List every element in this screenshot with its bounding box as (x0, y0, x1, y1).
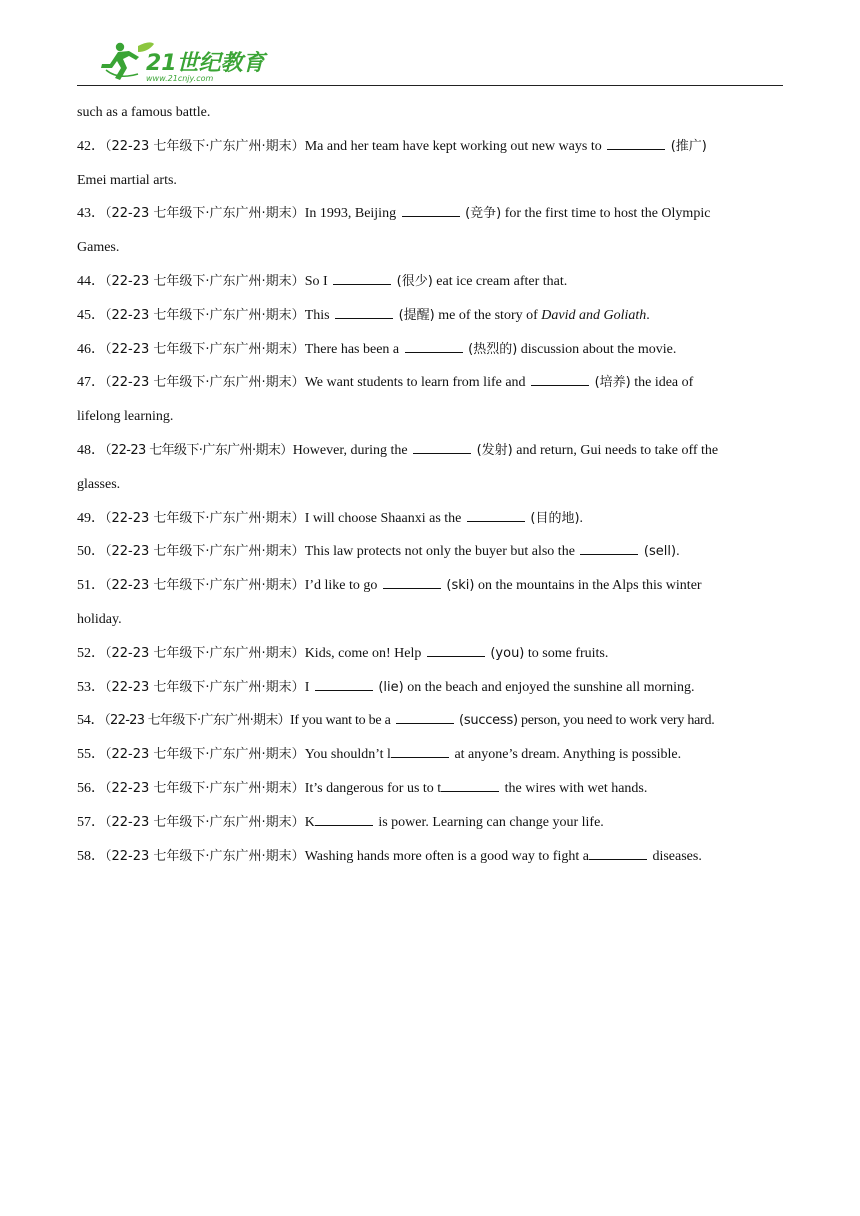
text-num: 48． (77, 442, 105, 458)
text-a: K (304, 814, 315, 830)
question-43-cont (77, 231, 785, 265)
header-rule (77, 85, 783, 86)
question-45 (77, 299, 785, 333)
question-51 (77, 569, 785, 603)
text-b: eat ice cream after that. (432, 273, 568, 289)
text-b: at anyone’s dream. Anything is possible. (454, 747, 682, 763)
text-cont: glasses. (77, 476, 121, 492)
question-list (77, 96, 785, 873)
page-header (0, 0, 860, 90)
answer-blank[interactable] (335, 306, 393, 319)
question-53 (77, 671, 785, 705)
text-num: 42． (77, 138, 105, 154)
answer-blank[interactable] (333, 272, 391, 285)
question-51-cont (77, 603, 785, 637)
text-cont: Emei martial arts. (77, 172, 177, 188)
source-tag: （22-23 七年级下·广东广州·期末） (105, 645, 305, 661)
answer-blank[interactable] (315, 813, 373, 826)
answer-blank[interactable] (531, 373, 589, 386)
answer-blank[interactable] (405, 340, 463, 353)
text-a: However, during the (292, 442, 412, 458)
text-num: 50． (77, 544, 105, 560)
text-a: I’d like to go (304, 578, 381, 594)
answer-blank[interactable] (315, 678, 373, 691)
question-50 (77, 535, 785, 569)
source-tag: （22-23 七年级下·广东广州·期末） (105, 307, 305, 323)
text-a: This (304, 307, 334, 323)
text-b: the wires with wet hands. (504, 780, 648, 796)
text-hint: (培养) (594, 375, 631, 391)
text-num: 52． (77, 645, 105, 661)
source-tag: （22-23 七年级下·广东广州·期末） (105, 679, 305, 695)
answer-blank[interactable] (391, 745, 449, 758)
source-tag: （22-23 七年级下·广东广州·期末） (105, 138, 305, 154)
text-b: for the first time to host the Olympic (501, 206, 711, 222)
answer-blank[interactable] (607, 137, 665, 150)
text-hint: (很少) (396, 273, 433, 289)
logo (98, 40, 268, 84)
text-a: If you want to be a (289, 713, 394, 729)
question-46 (77, 333, 785, 367)
source-tag: （22-23 七年级下·广东广州·期末） (105, 375, 305, 391)
answer-blank[interactable] (396, 711, 454, 724)
answer-blank[interactable] (413, 441, 471, 454)
text-b: on the mountains in the Alps this winter (474, 578, 702, 594)
text-cont: lifelong learning. (77, 409, 174, 425)
text-b: . (579, 510, 584, 526)
question-44 (77, 265, 785, 299)
source-tag: （22-23 七年级下·广东广州·期末） (105, 544, 305, 560)
source-tag: （22-23 七年级下·广东广州·期末） (105, 273, 305, 289)
text-num: 56． (77, 780, 105, 796)
text-cont: holiday. (77, 611, 122, 627)
text-hint: (sell) (643, 544, 677, 560)
text-num: 47． (77, 375, 105, 391)
text-b: person, you need to work very hard. (517, 713, 715, 729)
question-58 (77, 840, 785, 874)
question-47-cont (77, 400, 785, 434)
text-num: 55． (77, 747, 105, 763)
source-tag: （22-23 七年级下·广东广州·期末） (105, 341, 305, 357)
text-num: 44． (77, 273, 105, 289)
question-49 (77, 502, 785, 536)
text-hint: (success) (459, 713, 518, 729)
question-54 (77, 704, 785, 738)
logo-url: www.21cnjy.com (146, 74, 214, 83)
source-tag: （22-23 七年级下·广东广州·期末） (105, 578, 305, 594)
answer-blank[interactable] (441, 779, 499, 792)
answer-blank[interactable] (427, 644, 485, 657)
answer-blank[interactable] (580, 542, 638, 555)
text-b: discussion about the movie. (517, 341, 677, 357)
text-num: 58． (77, 848, 105, 864)
text-b: is power. Learning can change your life. (378, 814, 604, 830)
text-num: 45． (77, 307, 105, 323)
question-42 (77, 130, 785, 164)
text-hint: (推广) (670, 138, 707, 154)
text-hint: (lie) (378, 679, 404, 695)
text-a: So I (304, 273, 332, 289)
text-hint: (竞争) (465, 206, 502, 222)
text-hint: (发射) (476, 442, 513, 458)
text-b: on the beach and enjoyed the sunshine all morning. (403, 679, 695, 695)
question-43 (77, 197, 785, 231)
text-a: You shouldn’t l (304, 747, 391, 763)
source-tag: （22-23 七年级下·广东广州·期末） (105, 510, 305, 526)
source-tag: （22-23 七年级下·广东广州·期末） (105, 848, 305, 864)
text-b: the idea of (630, 375, 694, 391)
text-num: 46． (77, 341, 105, 357)
text-hint: (目的地) (530, 510, 580, 526)
text-num: 49． (77, 510, 105, 526)
runner-icon (101, 43, 139, 80)
text-a: Kids, come on! Help (304, 645, 425, 661)
question-57 (77, 806, 785, 840)
text-a: It’s dangerous for us to t (304, 780, 442, 796)
text-hint: (热烈的) (468, 341, 518, 357)
source-tag: （22-23 七年级下·广东广州·期末） (105, 747, 305, 763)
text-a: Ma and her team have kept working out new ways to (304, 138, 606, 154)
text-b: me of the story of (434, 307, 542, 323)
text-cont: Games. (77, 240, 120, 256)
text-num: 57． (77, 814, 105, 830)
text-num: 54． (77, 713, 105, 729)
text-a: There has been a (304, 341, 403, 357)
text-a: This law protects not only the buyer but also the (304, 544, 579, 560)
text-a: In 1993, Beijing (304, 206, 400, 222)
source-tag: （22-23 七年级下·广东广州·期末） (105, 780, 305, 796)
source-tag: （22-23 七年级下·广东广州·期末） (104, 713, 290, 729)
text-a: We want students to learn from life and (304, 375, 530, 391)
q41-tail (77, 96, 785, 130)
text-a: Washing hands more often is a good way to fight a (304, 848, 589, 864)
source-tag: （22-23 七年级下·广东广州·期末） (105, 442, 293, 458)
answer-blank[interactable] (589, 847, 647, 860)
text-num: 53． (77, 679, 105, 695)
text-italic: David and Goliath (541, 307, 647, 323)
text-b: and return, Gui needs to take off the (512, 442, 719, 458)
text-b: . (676, 544, 680, 560)
text-hint: (you) (490, 645, 525, 661)
text-num: 51． (77, 578, 105, 594)
answer-blank[interactable] (402, 204, 460, 217)
answer-blank[interactable] (383, 576, 441, 589)
question-47 (77, 366, 785, 400)
text-c: . (646, 307, 650, 323)
text-a: I (304, 679, 313, 695)
question-55 (77, 738, 785, 772)
text-hint: (提醒) (398, 307, 435, 323)
source-tag: （22-23 七年级下·广东广州·期末） (105, 814, 305, 830)
question-48-cont (77, 468, 785, 502)
text-num: 43． (77, 206, 105, 222)
text-q41-tail: such as a famous battle. (77, 105, 211, 120)
source-tag: （22-23 七年级下·广东广州·期末） (105, 206, 305, 222)
question-48 (77, 434, 785, 468)
answer-blank[interactable] (467, 509, 525, 522)
text-hint: (ski) (446, 578, 475, 594)
question-42-cont (77, 164, 785, 198)
logo-text: 21世纪教育 (146, 51, 265, 76)
question-56 (77, 772, 785, 806)
question-52 (77, 637, 785, 671)
text-b: diseases. (652, 848, 702, 864)
text-b: to some fruits. (524, 645, 609, 661)
text-a: I will choose Shaanxi as the (304, 510, 465, 526)
